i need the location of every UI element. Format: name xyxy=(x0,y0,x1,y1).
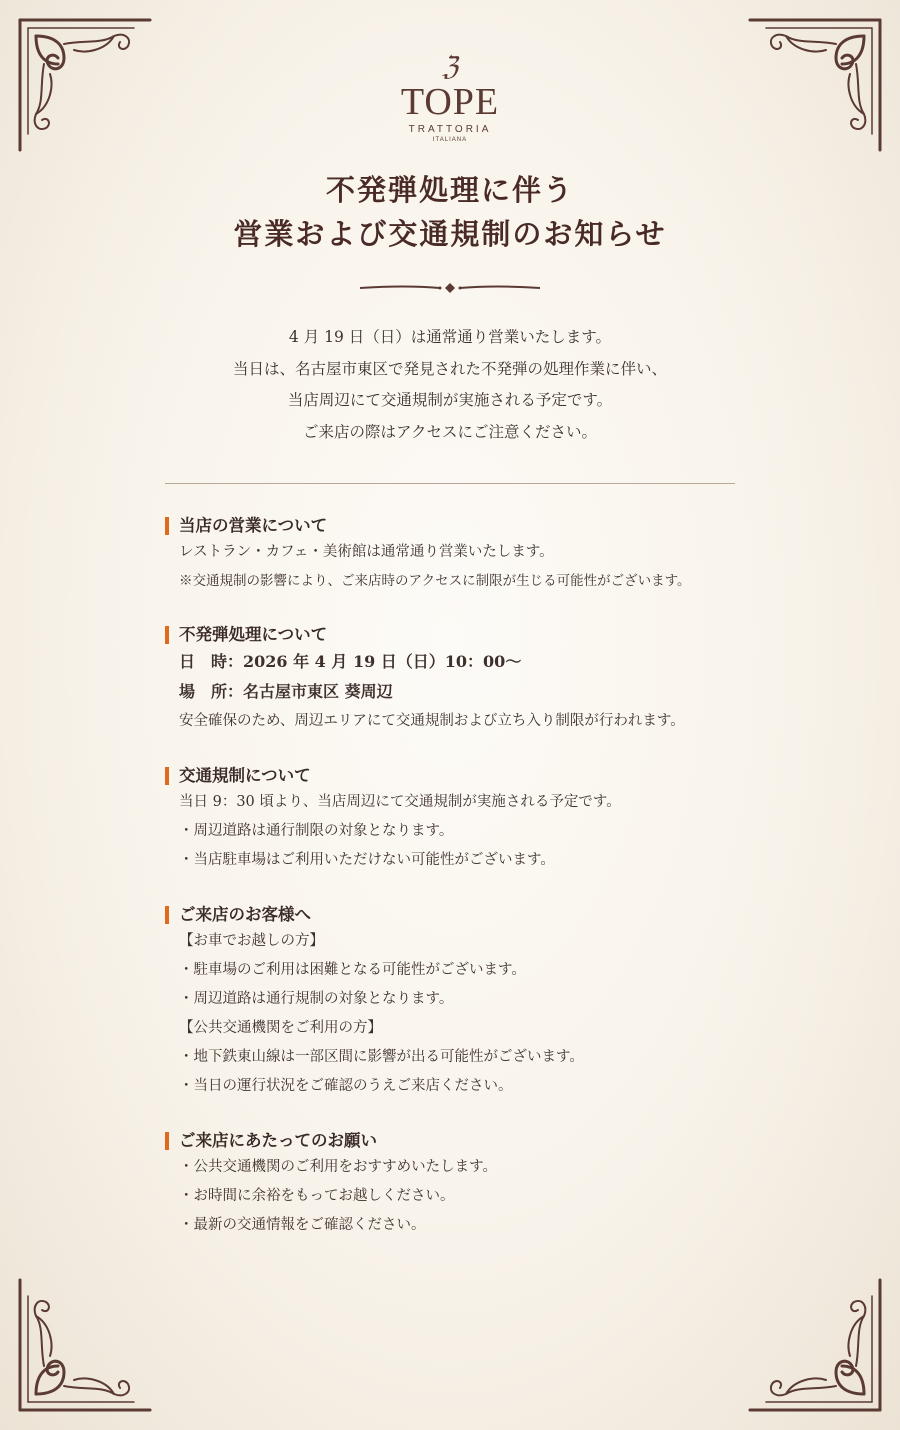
section-customers xyxy=(165,903,765,1101)
notice-sections xyxy=(165,514,765,1268)
section-line: レストラン・カフェ・美術館は通常通り営業いたします。 xyxy=(179,544,554,560)
intro-line: ご来店の際はアクセスにご注意ください。 xyxy=(302,422,598,441)
section-line: ・当日の運行状況をご確認のうえご来店ください。 xyxy=(179,1078,513,1094)
intro-line: 当店周辺にて交通規制が実施される予定です。 xyxy=(287,391,613,409)
section-line: 安全確保のため、周辺エリアにて交通規制および立ち入り制限が行われます。 xyxy=(179,713,685,729)
section-heading-text: 交通規制について xyxy=(179,766,311,785)
section-heading-text: ご来店にあたってのお願い xyxy=(179,1131,377,1150)
logo-mark: ℨ xyxy=(441,52,459,82)
tope-logo xyxy=(350,52,550,144)
section-traffic-regulation xyxy=(165,764,765,875)
title-line-1: 不発弾処理に伴う xyxy=(325,173,574,207)
section-line: ・駐車場のご利用は困難となる可能性がございます。 xyxy=(179,962,526,978)
section-line: 【公共交通機関をご利用の方】 xyxy=(179,1020,382,1036)
page-title xyxy=(100,168,800,256)
section-line: ※交通規制の影響により、ご来店時のアクセスに制限が生じる可能性がございます。 xyxy=(179,573,691,589)
section-store-business xyxy=(165,514,765,595)
accent-bar xyxy=(165,517,169,535)
section-line: ・お時間に余裕をもってお越しください。 xyxy=(179,1188,455,1204)
section-line: 【お車でお越しの方】 xyxy=(179,933,324,949)
accent-bar xyxy=(165,626,169,644)
section-requests xyxy=(165,1129,765,1240)
logo-subtitle: TRATTORIA xyxy=(408,124,492,135)
section-bomb-disposal xyxy=(165,623,765,736)
section-divider xyxy=(165,483,735,484)
accent-bar xyxy=(165,906,169,924)
section-line: ・周辺道路は通行制限の対象となります。 xyxy=(179,823,454,839)
accent-bar xyxy=(165,1132,169,1150)
corner-ornament-bottom-left xyxy=(14,1276,154,1416)
ornament-divider xyxy=(360,282,540,294)
section-heading-text: 不発弾処理について xyxy=(179,625,328,644)
section-heading xyxy=(165,764,765,788)
corner-ornament-top-right xyxy=(746,14,886,154)
section-heading xyxy=(165,903,765,927)
logo-name: TOPE xyxy=(400,81,500,123)
section-line: 当日 9：30 頃より、当店周辺にて交通規制が実施される予定です。 xyxy=(179,794,621,810)
section-line: ・公共交通機関のご利用をおすすめいたします。 xyxy=(179,1159,497,1175)
section-heading-text: ご来店のお客様へ xyxy=(179,905,311,924)
section-heading xyxy=(165,514,765,538)
corner-ornament-bottom-right xyxy=(746,1276,886,1416)
section-line: ・最新の交通情報をご確認ください。 xyxy=(179,1217,426,1233)
section-heading-text: 当店の営業について xyxy=(179,516,328,535)
section-heading xyxy=(165,623,765,647)
section-heading xyxy=(165,1129,765,1153)
intro-text xyxy=(100,322,800,448)
title-line-2: 営業および交通規制のお知らせ xyxy=(233,217,667,251)
logo-subtitle-2: ITALIANA xyxy=(432,137,468,143)
section-line: ・当店駐車場はご利用いただけない可能性がございます。 xyxy=(179,852,555,868)
section-line: ・周辺道路は通行規制の対象となります。 xyxy=(179,991,454,1007)
corner-ornament-top-left xyxy=(14,14,154,154)
accent-bar xyxy=(165,767,169,785)
intro-line: 当日は、名古屋市東区で発見された不発弾の処理作業に伴い、 xyxy=(232,359,667,378)
section-line-location: 場 所：名古屋市東区 葵周辺 xyxy=(179,682,393,701)
intro-line: 4 月 19 日（日）は通常通り営業いたします。 xyxy=(288,328,612,346)
section-line: ・地下鉄東山線は一部区間に影響が出る可能性がございます。 xyxy=(179,1049,584,1065)
section-line-datetime: 日 時：2026 年 4 月 19 日（日）10：00～ xyxy=(179,652,522,671)
